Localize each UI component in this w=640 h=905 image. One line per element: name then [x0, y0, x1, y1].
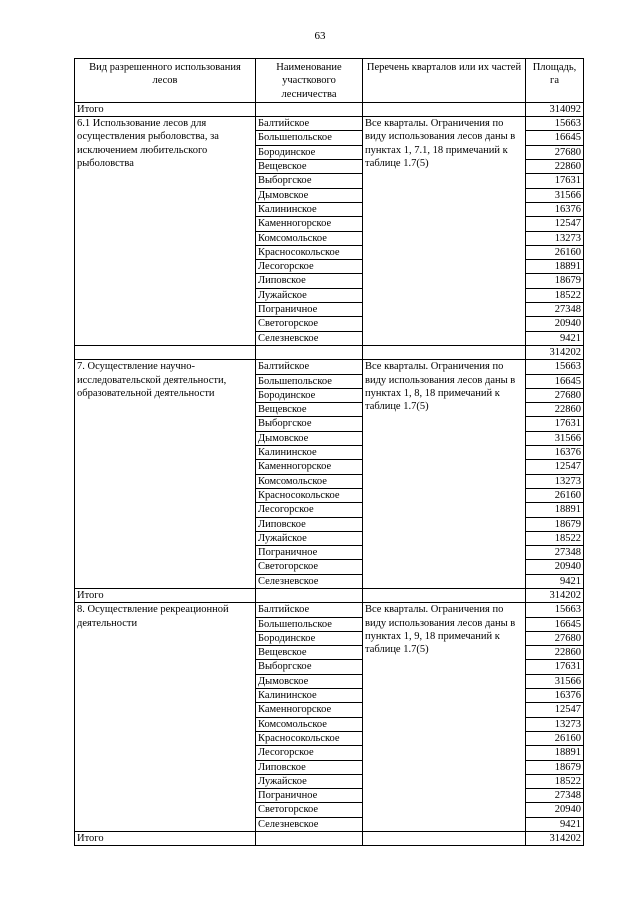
forestry-name: Липовское [256, 274, 363, 288]
section-total-label: Итого [75, 588, 256, 602]
area-value: 16376 [526, 689, 584, 703]
forestry-name: Лужайское [256, 531, 363, 545]
forestry-name: Селезневское [256, 331, 363, 345]
forestry-name: Липовское [256, 760, 363, 774]
area-value: 26160 [526, 488, 584, 502]
area-value: 31566 [526, 188, 584, 202]
area-value: 26160 [526, 731, 584, 745]
area-value: 12547 [526, 460, 584, 474]
area-value: 13273 [526, 231, 584, 245]
area-value: 18522 [526, 288, 584, 302]
area-value: 20940 [526, 803, 584, 817]
section-total-row [75, 832, 584, 846]
forestry-name: Вещевское [256, 160, 363, 174]
forestry-name: Лесогорское [256, 746, 363, 760]
quarters-cell: Все кварталы. Ограничения по виду использования лесов даны в пунктах 1, 8, 18 примечаний к таблице 1.7(5) [363, 360, 526, 589]
section-total-row [75, 588, 584, 602]
forestry-name: Светогорское [256, 317, 363, 331]
section-total-label: Итого [75, 832, 256, 846]
forestry-name: Дымовское [256, 674, 363, 688]
blank-cell [256, 345, 363, 359]
area-value: 12547 [526, 703, 584, 717]
table-body [75, 102, 584, 845]
forestry-name: Красносокольское [256, 731, 363, 745]
forestry-name: Балтийское [256, 117, 363, 131]
area-value: 27348 [526, 546, 584, 560]
section-total-row [75, 345, 584, 359]
forestry-name: Каменногорское [256, 217, 363, 231]
forestry-name: Дымовское [256, 431, 363, 445]
area-value: 20940 [526, 560, 584, 574]
top-total-row [75, 102, 584, 116]
area-value: 13273 [526, 717, 584, 731]
top-total-value: 314092 [526, 102, 584, 116]
area-value: 15663 [526, 117, 584, 131]
header-forestry: Наименование участкового лесничества [256, 59, 363, 103]
forestry-name: Большепольское [256, 131, 363, 145]
forestry-name: Лужайское [256, 774, 363, 788]
forestry-name: Лужайское [256, 288, 363, 302]
forestry-name: Бородинское [256, 631, 363, 645]
forestry-name: Большепольское [256, 617, 363, 631]
area-value: 17631 [526, 174, 584, 188]
forestry-name: Вещевское [256, 646, 363, 660]
area-value: 18679 [526, 274, 584, 288]
forestry-name: Бородинское [256, 388, 363, 402]
area-value: 18891 [526, 746, 584, 760]
forestry-name: Комсомольское [256, 717, 363, 731]
use-type-cell: 8. Осуществление рекреационной деятельности [75, 603, 256, 832]
forestry-name: Селезневское [256, 817, 363, 831]
forestry-name: Выборгское [256, 174, 363, 188]
forestry-name: Балтийское [256, 603, 363, 617]
forestry-name: Светогорское [256, 803, 363, 817]
area-value: 27680 [526, 388, 584, 402]
area-value: 16645 [526, 131, 584, 145]
header-use-type: Вид разрешенного использования лесов [75, 59, 256, 103]
section-total-value: 314202 [526, 832, 584, 846]
blank-cell [256, 588, 363, 602]
blank-cell [256, 832, 363, 846]
forest-use-table [74, 58, 584, 846]
forestry-name: Каменногорское [256, 703, 363, 717]
forestry-name: Красносокольское [256, 245, 363, 259]
forestry-name: Бородинское [256, 145, 363, 159]
area-value: 13273 [526, 474, 584, 488]
use-type-cell: 6.1 Использование лесов для осуществления рыболовства, за исключением любительского рыболовства [75, 117, 256, 346]
page-number: 63 [314, 30, 326, 42]
blank-cell [363, 832, 526, 846]
forestry-name: Калининское [256, 202, 363, 216]
area-value: 18522 [526, 531, 584, 545]
area-value: 9421 [526, 574, 584, 588]
forestry-name: Вещевское [256, 403, 363, 417]
header-row [75, 59, 584, 103]
forestry-name: Выборгское [256, 417, 363, 431]
blank-cell [363, 588, 526, 602]
area-value: 18891 [526, 503, 584, 517]
area-value: 18891 [526, 260, 584, 274]
forestry-name: Большепольское [256, 374, 363, 388]
forestry-name: Каменногорское [256, 460, 363, 474]
area-value: 31566 [526, 674, 584, 688]
area-value: 12547 [526, 217, 584, 231]
section-total-label [75, 345, 256, 359]
forestry-name: Калининское [256, 446, 363, 460]
forestry-name: Комсомольское [256, 474, 363, 488]
forestry-name: Светогорское [256, 560, 363, 574]
table-row [75, 117, 584, 131]
area-value: 26160 [526, 245, 584, 259]
quarters-cell: Все кварталы. Ограничения по виду использования лесов даны в пунктах 1, 9, 18 примечаний к таблице 1.7(5) [363, 603, 526, 832]
area-value: 9421 [526, 331, 584, 345]
area-value: 16645 [526, 617, 584, 631]
area-value: 27680 [526, 631, 584, 645]
section-total-value: 314202 [526, 588, 584, 602]
area-value: 9421 [526, 817, 584, 831]
area-value: 20940 [526, 317, 584, 331]
forestry-name: Липовское [256, 517, 363, 531]
forestry-name: Красносокольское [256, 488, 363, 502]
section-total-value: 314202 [526, 345, 584, 359]
blank-cell [363, 345, 526, 359]
forestry-name: Лесогорское [256, 260, 363, 274]
use-type-cell: 7. Осуществление научно-исследовательской деятельности, образовательной деятельности [75, 360, 256, 589]
area-value: 22860 [526, 160, 584, 174]
area-value: 16376 [526, 202, 584, 216]
forestry-name: Дымовское [256, 188, 363, 202]
forestry-name: Выборгское [256, 660, 363, 674]
area-value: 22860 [526, 646, 584, 660]
area-value: 15663 [526, 360, 584, 374]
area-value: 22860 [526, 403, 584, 417]
header-area: Площадь, га [526, 59, 584, 103]
forestry-name: Калининское [256, 689, 363, 703]
forestry-name: Селезневское [256, 574, 363, 588]
table-row [75, 603, 584, 617]
area-value: 16645 [526, 374, 584, 388]
area-value: 18522 [526, 774, 584, 788]
quarters-cell: Все кварталы. Ограничения по виду использования лесов даны в пунктах 1, 7.1, 18 примечаний к таблице 1.7(5) [363, 117, 526, 346]
header-quarters: Перечень кварталов или их частей [363, 59, 526, 103]
forestry-name: Пограничное [256, 303, 363, 317]
forestry-name: Лесогорское [256, 503, 363, 517]
area-value: 27348 [526, 303, 584, 317]
forestry-name: Комсомольское [256, 231, 363, 245]
top-total-label: Итого [75, 102, 256, 116]
area-value: 31566 [526, 431, 584, 445]
area-value: 18679 [526, 760, 584, 774]
area-value: 17631 [526, 417, 584, 431]
table-row [75, 360, 584, 374]
area-value: 15663 [526, 603, 584, 617]
forestry-name: Балтийское [256, 360, 363, 374]
area-value: 17631 [526, 660, 584, 674]
area-value: 27348 [526, 789, 584, 803]
area-value: 16376 [526, 446, 584, 460]
forestry-name: Пограничное [256, 546, 363, 560]
area-value: 27680 [526, 145, 584, 159]
forestry-name: Пограничное [256, 789, 363, 803]
area-value: 18679 [526, 517, 584, 531]
